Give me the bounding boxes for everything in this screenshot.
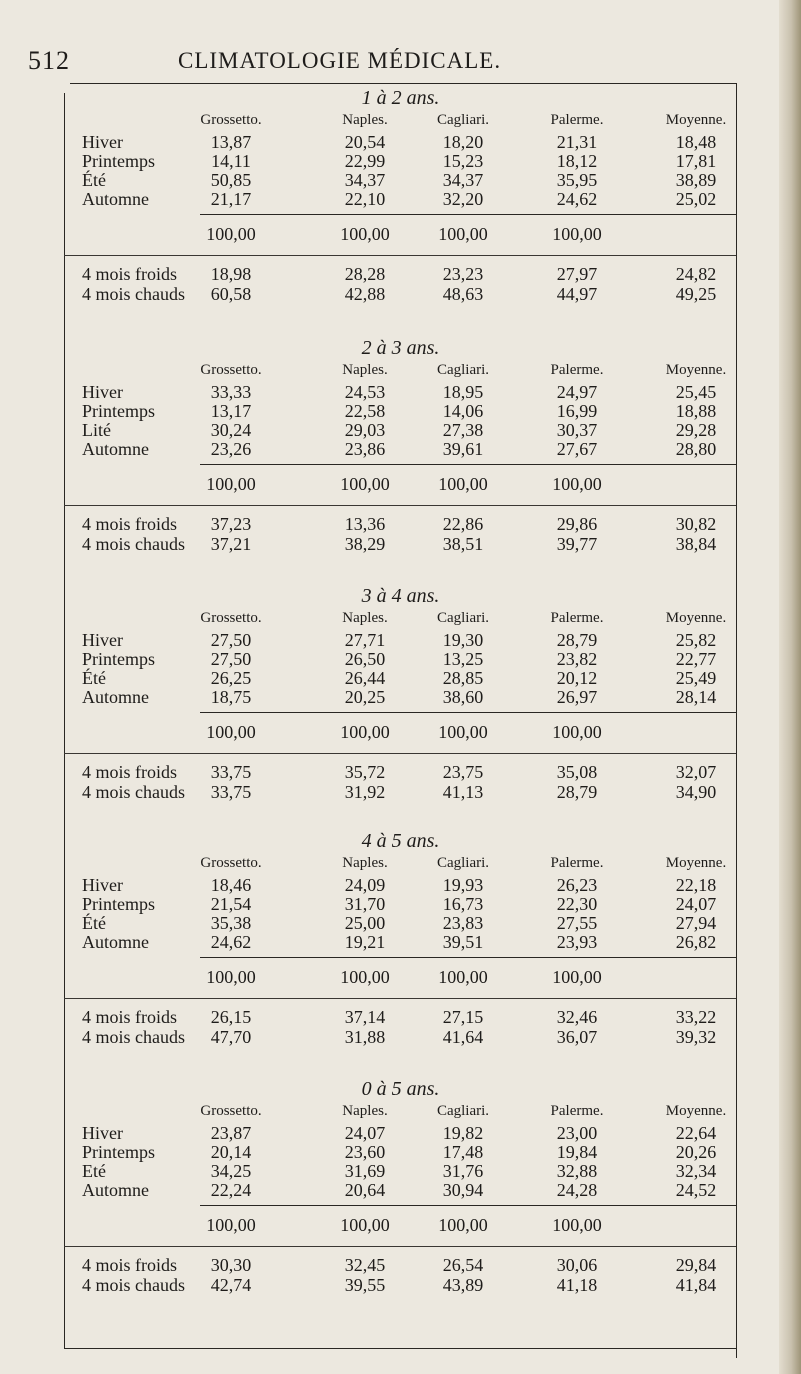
month-group-row xyxy=(0,1007,801,1027)
table-cell: 32,46 xyxy=(556,1007,598,1027)
table-cell: 24,62 xyxy=(556,189,598,209)
total-cell: 100,00 xyxy=(340,224,390,244)
table-cell: 27,50 xyxy=(210,649,252,669)
row-label: Printemps xyxy=(82,894,156,914)
table-cell: 26,82 xyxy=(675,932,717,952)
section-rule xyxy=(64,255,736,256)
table-cell: 18,98 xyxy=(210,264,252,284)
table-cell: 38,89 xyxy=(675,170,717,190)
column-header: Palerme. xyxy=(550,855,604,871)
running-title: CLIMATOLOGIE MÉDICALE. xyxy=(178,48,502,73)
table-cell: 20,64 xyxy=(344,1180,386,1200)
table-cell: 24,82 xyxy=(675,264,717,284)
total-cell: 100,00 xyxy=(340,1215,390,1235)
table-cell: 31,76 xyxy=(442,1161,484,1181)
table-cell: 50,85 xyxy=(210,170,252,190)
season-row xyxy=(0,630,801,650)
total-cell: 100,00 xyxy=(438,722,488,742)
table-cell: 30,30 xyxy=(210,1255,252,1275)
season-row xyxy=(0,151,801,171)
table-cell: 33,75 xyxy=(210,782,252,802)
table-cell: 32,45 xyxy=(344,1255,386,1275)
row-label: Automne xyxy=(82,189,149,209)
month-group-row xyxy=(0,762,801,782)
season-row xyxy=(0,894,801,914)
total-cell: 100,00 xyxy=(552,474,602,494)
table-cell: 24,07 xyxy=(344,1123,386,1143)
season-row xyxy=(0,170,801,190)
table-cell: 13,36 xyxy=(344,514,386,534)
table-frame-bottom xyxy=(64,1348,736,1349)
table-cell: 25,45 xyxy=(675,382,717,402)
table-cell: 47,70 xyxy=(210,1027,252,1047)
table-cell: 26,50 xyxy=(344,649,386,669)
total-cell: 100,00 xyxy=(206,722,256,742)
table-cell: 26,25 xyxy=(210,668,252,688)
table-cell: 34,25 xyxy=(210,1161,252,1181)
table-cell: 24,07 xyxy=(675,894,717,914)
table-cell: 19,93 xyxy=(442,875,484,895)
table-cell: 25,00 xyxy=(344,913,386,933)
row-label: Été xyxy=(82,668,106,688)
table-cell: 25,82 xyxy=(675,630,717,650)
season-row xyxy=(0,1123,801,1143)
table-cell: 19,84 xyxy=(556,1142,598,1162)
row-label: Printemps xyxy=(82,649,156,669)
table-cell: 26,54 xyxy=(442,1255,484,1275)
table-cell: 21,31 xyxy=(556,132,598,152)
season-row xyxy=(0,1161,801,1181)
column-header-row xyxy=(0,112,801,132)
total-cell: 100,00 xyxy=(206,224,256,244)
section-rule xyxy=(64,753,736,754)
month-group-row xyxy=(0,1027,801,1047)
table-cell: 31,88 xyxy=(344,1027,386,1047)
row-label: Automne xyxy=(82,1180,149,1200)
row-label: 4 mois chauds xyxy=(82,1275,185,1295)
table-cell: 28,85 xyxy=(442,668,484,688)
table-cell: 14,11 xyxy=(211,151,251,171)
row-label: 4 mois froids xyxy=(82,1255,178,1275)
table-cell: 16,73 xyxy=(442,894,484,914)
season-row xyxy=(0,439,801,459)
row-label: 4 mois chauds xyxy=(82,284,185,304)
table-section xyxy=(0,1078,801,1334)
total-cell: 100,00 xyxy=(438,1215,488,1235)
row-label: Hiver xyxy=(82,382,123,402)
table-cell: 23,60 xyxy=(344,1142,386,1162)
row-label: 4 mois chauds xyxy=(82,1027,185,1047)
table-cell: 27,15 xyxy=(442,1007,484,1027)
totals-row xyxy=(0,967,801,987)
section-title: 0 à 5 ans. xyxy=(361,1078,440,1100)
table-cell: 19,82 xyxy=(442,1123,484,1143)
row-label: Hiver xyxy=(82,1123,123,1143)
season-row xyxy=(0,668,801,688)
table-cell: 39,55 xyxy=(344,1275,386,1295)
totals-row xyxy=(0,722,801,742)
table-cell: 39,77 xyxy=(556,534,598,554)
table-cell: 43,89 xyxy=(442,1275,484,1295)
season-row xyxy=(0,913,801,933)
total-cell: 100,00 xyxy=(552,967,602,987)
table-cell: 39,61 xyxy=(442,439,484,459)
table-cell: 22,99 xyxy=(344,151,386,171)
table-cell: 24,97 xyxy=(556,382,598,402)
column-header: Grossetto. xyxy=(200,112,262,128)
month-group-row xyxy=(0,782,801,802)
table-cell: 24,52 xyxy=(675,1180,717,1200)
table-section xyxy=(0,87,801,343)
table-cell: 33,33 xyxy=(210,382,252,402)
total-rule xyxy=(200,712,736,713)
total-cell: 100,00 xyxy=(340,474,390,494)
table-cell: 22,58 xyxy=(344,401,386,421)
month-group-row xyxy=(0,284,801,304)
season-row xyxy=(0,1180,801,1200)
table-cell: 19,21 xyxy=(344,932,386,952)
table-cell: 25,49 xyxy=(675,668,717,688)
column-header: Cagliari. xyxy=(436,1103,490,1119)
table-cell: 20,14 xyxy=(210,1142,252,1162)
table-cell: 42,88 xyxy=(344,284,386,304)
table-cell: 37,21 xyxy=(210,534,252,554)
totals-row xyxy=(0,1215,801,1235)
table-cell: 28,79 xyxy=(556,630,598,650)
table-cell: 29,84 xyxy=(675,1255,717,1275)
table-cell: 34,37 xyxy=(442,170,484,190)
table-cell: 32,07 xyxy=(675,762,717,782)
table-section xyxy=(0,585,801,841)
table-cell: 20,12 xyxy=(556,668,598,688)
table-frame-top xyxy=(70,83,736,84)
season-row xyxy=(0,649,801,669)
table-cell: 33,22 xyxy=(675,1007,717,1027)
month-group-row xyxy=(0,264,801,284)
row-label: Été xyxy=(82,170,106,190)
column-header: Naples. xyxy=(342,362,388,378)
table-cell: 35,38 xyxy=(210,913,252,933)
total-rule xyxy=(200,214,736,215)
row-label: Lité xyxy=(82,420,111,440)
table-cell: 48,63 xyxy=(442,284,484,304)
table-cell: 23,93 xyxy=(556,932,598,952)
table-cell: 30,94 xyxy=(442,1180,484,1200)
table-cell: 22,18 xyxy=(675,875,717,895)
column-header: Palerme. xyxy=(550,1103,604,1119)
row-label: Hiver xyxy=(82,132,123,152)
season-row xyxy=(0,189,801,209)
column-header: Cagliari. xyxy=(436,112,490,128)
month-group-row xyxy=(0,534,801,554)
column-header: Naples. xyxy=(342,855,388,871)
total-cell: 100,00 xyxy=(206,967,256,987)
table-cell: 18,88 xyxy=(675,401,717,421)
row-label: 4 mois froids xyxy=(82,1007,178,1027)
column-header: Palerme. xyxy=(550,362,604,378)
row-label: Printemps xyxy=(82,1142,156,1162)
total-cell: 100,00 xyxy=(438,224,488,244)
section-title: 1 à 2 ans. xyxy=(361,87,440,109)
table-cell: 17,48 xyxy=(442,1142,484,1162)
column-header: Moyenne. xyxy=(665,610,727,626)
table-cell: 22,86 xyxy=(442,514,484,534)
table-cell: 23,83 xyxy=(442,913,484,933)
row-label: 4 mois froids xyxy=(82,514,178,534)
table-cell: 24,53 xyxy=(344,382,386,402)
table-cell: 18,75 xyxy=(210,687,252,707)
table-cell: 22,77 xyxy=(675,649,717,669)
table-cell: 23,26 xyxy=(210,439,252,459)
table-cell: 26,15 xyxy=(210,1007,252,1027)
column-header-row xyxy=(0,855,801,875)
section-title: 4 à 5 ans. xyxy=(361,830,440,852)
table-cell: 35,72 xyxy=(344,762,386,782)
table-cell: 41,84 xyxy=(675,1275,717,1295)
column-header: Palerme. xyxy=(550,610,604,626)
table-cell: 18,20 xyxy=(442,132,484,152)
column-header: Naples. xyxy=(342,112,388,128)
section-rule xyxy=(64,505,736,506)
row-label: Eté xyxy=(82,1161,106,1181)
table-cell: 15,23 xyxy=(442,151,484,171)
row-label: Printemps xyxy=(82,151,156,171)
row-label: Printemps xyxy=(82,401,156,421)
table-cell: 13,25 xyxy=(442,649,484,669)
table-cell: 37,14 xyxy=(344,1007,386,1027)
table-cell: 38,29 xyxy=(344,534,386,554)
table-cell: 18,12 xyxy=(556,151,598,171)
table-cell: 14,06 xyxy=(442,401,484,421)
table-cell: 31,92 xyxy=(344,782,386,802)
column-header: Moyenne. xyxy=(665,1103,727,1119)
table-cell: 49,25 xyxy=(675,284,717,304)
totals-row xyxy=(0,224,801,244)
table-cell: 27,50 xyxy=(210,630,252,650)
total-rule xyxy=(200,464,736,465)
table-cell: 23,86 xyxy=(344,439,386,459)
table-cell: 30,82 xyxy=(675,514,717,534)
total-cell: 100,00 xyxy=(438,967,488,987)
row-label: Automne xyxy=(82,439,149,459)
column-header-row xyxy=(0,362,801,382)
table-cell: 22,24 xyxy=(210,1180,252,1200)
column-header: Moyenne. xyxy=(665,112,727,128)
table-cell: 34,37 xyxy=(344,170,386,190)
total-cell: 100,00 xyxy=(438,474,488,494)
table-cell: 60,58 xyxy=(210,284,252,304)
month-group-row xyxy=(0,1255,801,1275)
table-cell: 29,28 xyxy=(675,420,717,440)
total-cell: 100,00 xyxy=(552,1215,602,1235)
table-cell: 32,34 xyxy=(675,1161,717,1181)
season-row xyxy=(0,687,801,707)
table-cell: 32,88 xyxy=(556,1161,598,1181)
total-rule xyxy=(200,1205,736,1206)
table-cell: 18,48 xyxy=(675,132,717,152)
month-group-row xyxy=(0,514,801,534)
table-cell: 31,69 xyxy=(344,1161,386,1181)
table-cell: 18,95 xyxy=(442,382,484,402)
table-cell: 26,97 xyxy=(556,687,598,707)
table-cell: 39,32 xyxy=(675,1027,717,1047)
table-cell: 27,94 xyxy=(675,913,717,933)
row-label: 4 mois froids xyxy=(82,264,178,284)
section-title: 3 à 4 ans. xyxy=(361,585,440,607)
table-cell: 42,74 xyxy=(210,1275,252,1295)
total-cell: 100,00 xyxy=(206,474,256,494)
row-label: Été xyxy=(82,913,106,933)
table-cell: 23,75 xyxy=(442,762,484,782)
season-row xyxy=(0,932,801,952)
page-number: 512 xyxy=(28,46,70,75)
table-cell: 21,54 xyxy=(210,894,252,914)
column-header: Grossetto. xyxy=(200,610,262,626)
row-label: 4 mois froids xyxy=(82,762,178,782)
totals-row xyxy=(0,474,801,494)
table-cell: 22,30 xyxy=(556,894,598,914)
table-cell: 38,84 xyxy=(675,534,717,554)
table-cell: 23,23 xyxy=(442,264,484,284)
table-cell: 28,28 xyxy=(344,264,386,284)
table-cell: 32,20 xyxy=(442,189,484,209)
table-cell: 23,00 xyxy=(556,1123,598,1143)
table-cell: 22,64 xyxy=(675,1123,717,1143)
column-header: Cagliari. xyxy=(436,362,490,378)
season-row xyxy=(0,420,801,440)
table-cell: 27,97 xyxy=(556,264,598,284)
season-row xyxy=(0,132,801,152)
row-label: Automne xyxy=(82,687,149,707)
total-cell: 100,00 xyxy=(340,967,390,987)
table-cell: 28,79 xyxy=(556,782,598,802)
season-row xyxy=(0,875,801,895)
table-cell: 34,90 xyxy=(675,782,717,802)
table-cell: 22,10 xyxy=(344,189,386,209)
table-cell: 26,23 xyxy=(556,875,598,895)
total-cell: 100,00 xyxy=(340,722,390,742)
table-cell: 25,02 xyxy=(675,189,717,209)
table-section xyxy=(0,337,801,593)
table-cell: 19,30 xyxy=(442,630,484,650)
month-group-row xyxy=(0,1275,801,1295)
table-cell: 18,46 xyxy=(210,875,252,895)
column-header: Palerme. xyxy=(550,112,604,128)
column-header: Naples. xyxy=(342,610,388,626)
row-label: Automne xyxy=(82,932,149,952)
total-cell: 100,00 xyxy=(552,722,602,742)
table-cell: 37,23 xyxy=(210,514,252,534)
table-cell: 44,97 xyxy=(556,284,598,304)
row-label: Hiver xyxy=(82,875,123,895)
total-cell: 100,00 xyxy=(552,224,602,244)
column-header: Naples. xyxy=(342,1103,388,1119)
table-cell: 26,44 xyxy=(344,668,386,688)
column-header: Grossetto. xyxy=(200,362,262,378)
table-cell: 20,26 xyxy=(675,1142,717,1162)
table-cell: 27,55 xyxy=(556,913,598,933)
page-header xyxy=(28,46,768,76)
column-header: Cagliari. xyxy=(436,855,490,871)
table-cell: 23,87 xyxy=(210,1123,252,1143)
table-cell: 24,28 xyxy=(556,1180,598,1200)
table-cell: 28,14 xyxy=(675,687,717,707)
table-cell: 41,18 xyxy=(556,1275,598,1295)
row-label: 4 mois chauds xyxy=(82,782,185,802)
table-cell: 27,67 xyxy=(556,439,598,459)
table-cell: 16,99 xyxy=(556,401,598,421)
season-row xyxy=(0,382,801,402)
section-title: 2 à 3 ans. xyxy=(361,337,440,359)
table-cell: 35,95 xyxy=(556,170,598,190)
table-cell: 23,82 xyxy=(556,649,598,669)
table-cell: 39,51 xyxy=(442,932,484,952)
table-cell: 17,81 xyxy=(675,151,717,171)
table-cell: 30,24 xyxy=(210,420,252,440)
table-cell: 30,06 xyxy=(556,1255,598,1275)
table-cell: 20,25 xyxy=(344,687,386,707)
section-rule xyxy=(64,1246,736,1247)
table-section xyxy=(0,830,801,1086)
table-cell: 36,07 xyxy=(556,1027,598,1047)
column-header: Moyenne. xyxy=(665,855,727,871)
table-cell: 27,38 xyxy=(442,420,484,440)
table-cell: 29,86 xyxy=(556,514,598,534)
table-cell: 30,37 xyxy=(556,420,598,440)
season-row xyxy=(0,1142,801,1162)
table-cell: 28,80 xyxy=(675,439,717,459)
table-cell: 41,64 xyxy=(442,1027,484,1047)
section-rule xyxy=(64,998,736,999)
table-cell: 27,71 xyxy=(344,630,386,650)
column-header-row xyxy=(0,1103,801,1123)
table-cell: 20,54 xyxy=(344,132,386,152)
total-rule xyxy=(200,957,736,958)
row-label: Hiver xyxy=(82,630,123,650)
table-cell: 21,17 xyxy=(210,189,252,209)
table-cell: 35,08 xyxy=(556,762,598,782)
row-label: 4 mois chauds xyxy=(82,534,185,554)
table-cell: 24,09 xyxy=(344,875,386,895)
table-cell: 24,62 xyxy=(210,932,252,952)
season-row xyxy=(0,401,801,421)
table-cell: 31,70 xyxy=(344,894,386,914)
table-cell: 38,51 xyxy=(442,534,484,554)
table-cell: 33,75 xyxy=(210,762,252,782)
table-cell: 13,17 xyxy=(210,401,252,421)
column-header: Cagliari. xyxy=(436,610,490,626)
total-cell: 100,00 xyxy=(206,1215,256,1235)
column-header: Grossetto. xyxy=(200,1103,262,1119)
column-header: Moyenne. xyxy=(665,362,727,378)
table-cell: 13,87 xyxy=(210,132,252,152)
table-cell: 41,13 xyxy=(442,782,484,802)
column-header: Grossetto. xyxy=(200,855,262,871)
table-cell: 38,60 xyxy=(442,687,484,707)
column-header-row xyxy=(0,610,801,630)
table-cell: 29,03 xyxy=(344,420,386,440)
